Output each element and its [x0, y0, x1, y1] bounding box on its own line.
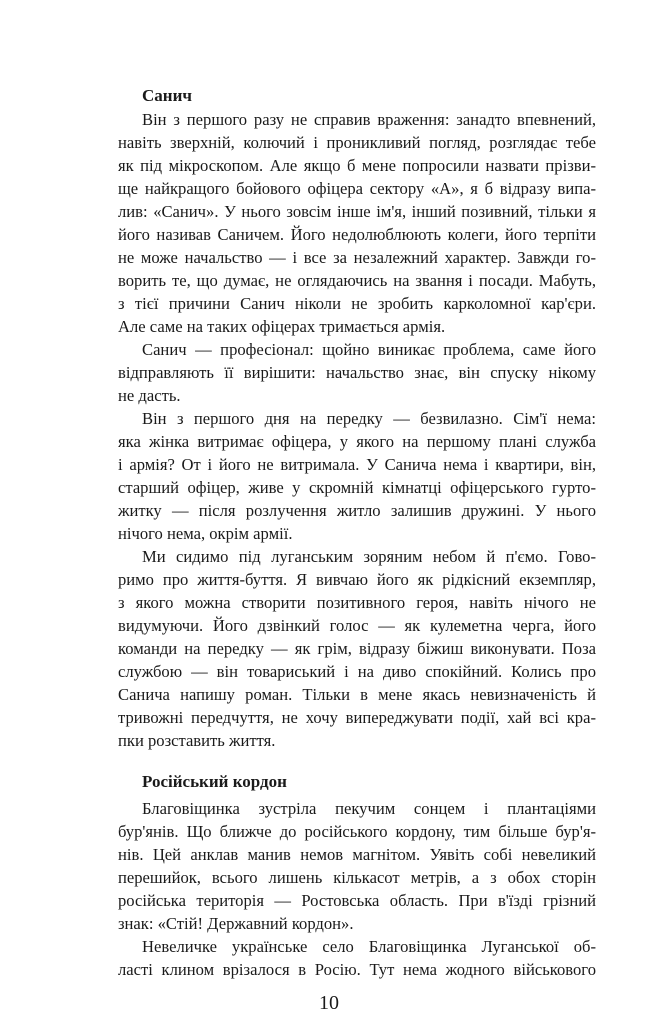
text-line: Але саме на таких офіцерах тримається армія. [118, 317, 446, 336]
text-line: ворить те, що думає, не оглядаючись на звання і посади. Мабуть, [118, 271, 596, 290]
text-line: Він з першого дня на передку — безвилазно. Сім'ї нема: [142, 409, 596, 428]
text-line: його називав Саничем. Його недолюблюють колеги, його терпіти [118, 225, 596, 244]
text-line: команди на передку — як грім, відразу біжиш виконувати. Поза [118, 639, 596, 658]
text-line: не дасть. [118, 386, 181, 405]
text-line: з якого можна створити позитивного героя, навіть нічого не [118, 593, 596, 612]
text-line: пки розставить життя. [118, 731, 276, 750]
text-line: як під мікроскопом. Але якщо б мене попросили назвати прізви- [118, 156, 596, 175]
page-number: 10 [319, 992, 339, 1014]
text-line: лив: «Санич». У нього зовсім інше ім'я, інший позивний, тільки я [118, 202, 596, 221]
text-line: яка жінка витримає офіцера, у якого на першому плані служба [118, 432, 596, 451]
text-line: Санича напишу роман. Тільки в мене якась невизначеність й [118, 685, 596, 704]
section-heading-sanych: Санич [142, 86, 192, 105]
text-line: житку — після розлучення житло залишив дружині. У нього [118, 501, 596, 520]
text-line: нів. Цей анклав манив немов магнітом. Уявіть собі невеликий [118, 845, 596, 864]
text-line: тривожні передчуття, не хочу випереджувати події, хай всі кра- [118, 708, 596, 727]
text-line: видумуючи. Його дзвінкий голос — як кулеметна черга, його [118, 616, 596, 635]
text-line: ще найкращого бойового офіцера сектору «А», я б відразу випа- [118, 179, 596, 198]
text-line: нічого нема, окрім армії. [118, 524, 293, 543]
text-line: Невеличке українське село Благовіщинка Луганської об- [142, 937, 596, 956]
text-line: і армія? От і його не витримала. У Санича нема і квартири, він, [118, 455, 596, 474]
text-line: знак: «Стій! Державний кордон». [118, 914, 354, 933]
text-line: відправляють її вирішити: начальство знає, він спуску нікому [118, 363, 596, 382]
text-line: Ми сидимо під луганським зоряним небом й п'ємо. Гово- [142, 547, 596, 566]
text-line: Санич — професіонал: щойно виникає проблема, саме його [142, 340, 596, 359]
text-line: Він з першого разу не справив враження: занадто впевнений, [142, 110, 596, 129]
text-line: бур'янів. Що ближче до російського кордону, тим більше бур'я- [118, 822, 596, 841]
text-line: російська територія — Ростовська область. При в'їзді грізний [118, 891, 596, 910]
text-line: Благовіщинка зустріла пекучим сонцем і плантаціями [142, 799, 596, 818]
text-line: з тієї причини Санич ніколи не зробить карколомної кар'єри. [118, 294, 596, 313]
text-line: навіть зверхній, колючий і проникливий погляд, розглядає тебе [118, 133, 596, 152]
text-line: старший офіцер, живе у скромній кімнатці офіцерського гурто- [118, 478, 596, 497]
text-line: службою — він товариський і на диво спокійний. Колись про [118, 662, 596, 681]
text-line: ласті клином врізалося в Росію. Тут нема жодного військового [118, 960, 596, 979]
text-line: не може начальство — і все за незалежний характер. Завжди го- [118, 248, 596, 267]
text-line: римо про життя-буття. Я вивчаю його як рідкісний екземпляр, [118, 570, 596, 589]
section-heading-russian-border: Російський кордон [142, 772, 287, 791]
text-line: перешийок, всього лишень кількасот метрів, а з обох сторін [118, 868, 596, 887]
